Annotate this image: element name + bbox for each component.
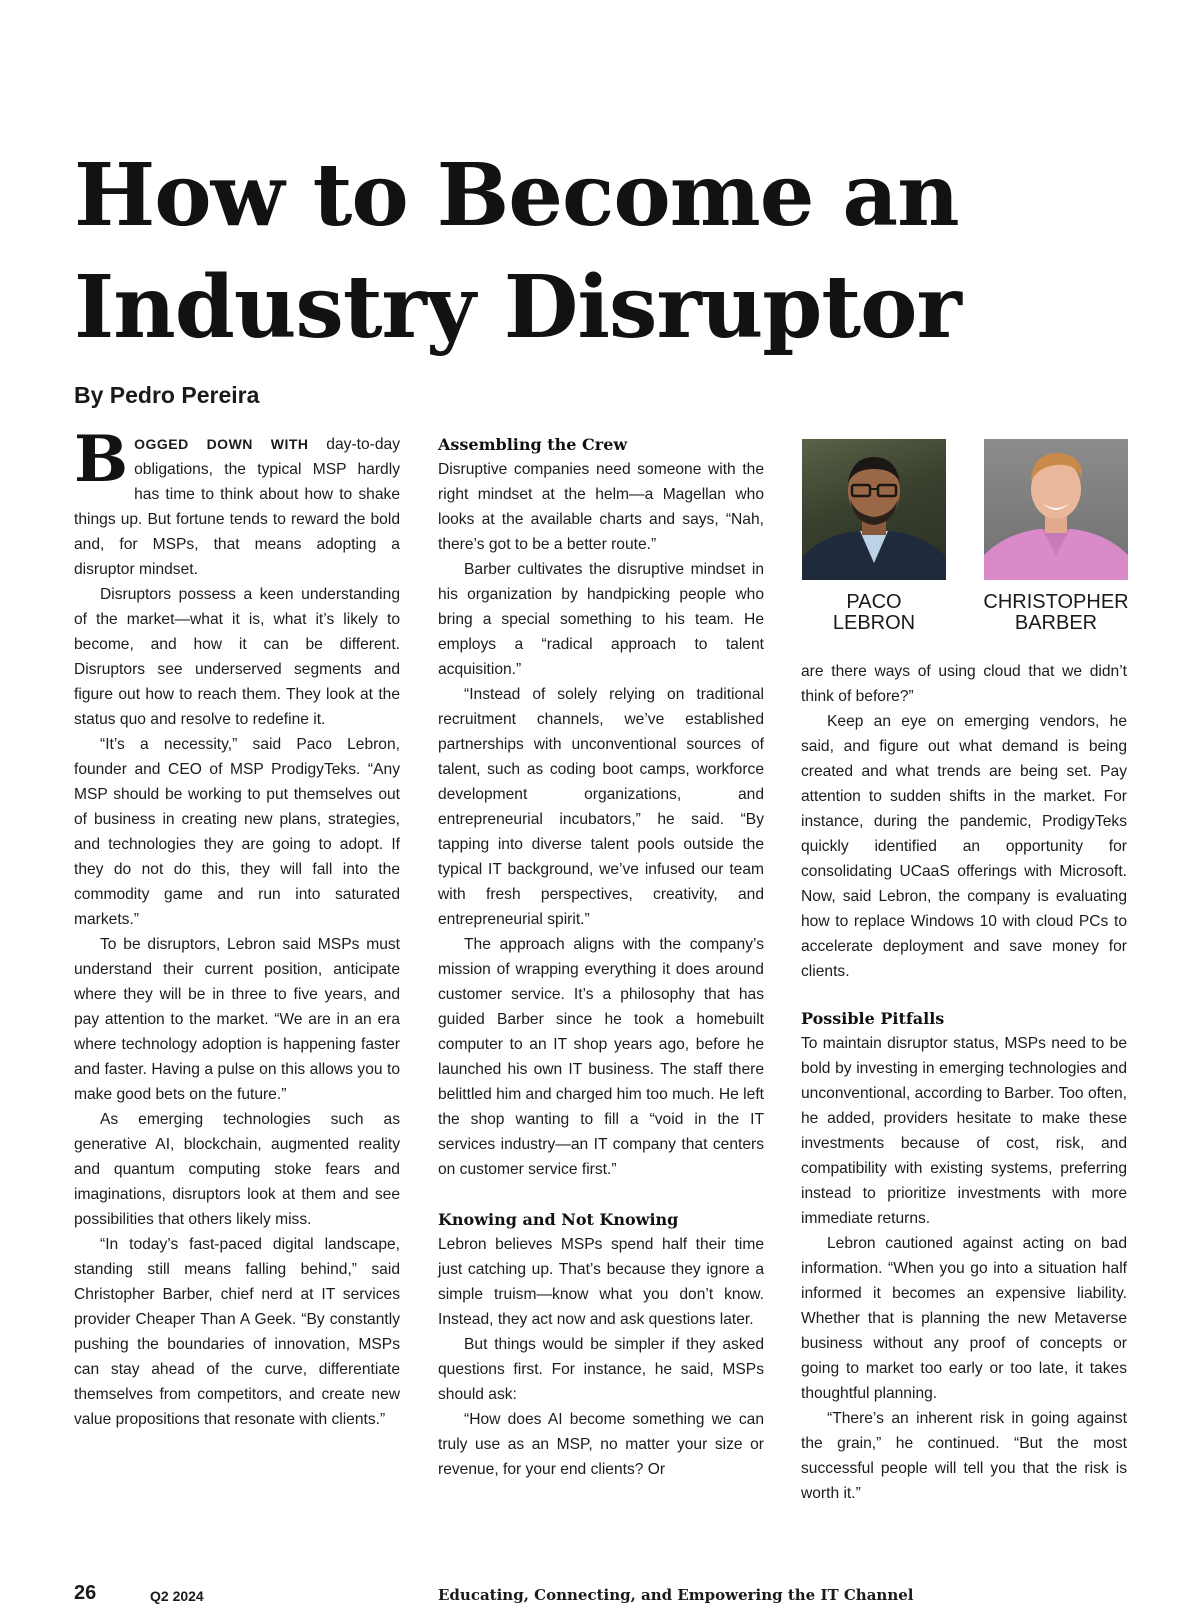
paragraph: To be disruptors, Lebron said MSPs must understand their current position, anticipate where they will be in three to five years, and pay attention to the market. “We are in an era where technology adoption is happening faster and faster. Having a pulse on this allows you to make good bets on the future.” xyxy=(74,936,400,1103)
column-2 xyxy=(438,432,764,1482)
intro-paragraph xyxy=(74,422,400,582)
paragraph: Barber cultivates the disruptive mindset in his organization by handpicking people who bring a special something to his team. He employs a “radical approach to talent acquisition.” xyxy=(438,561,764,678)
intro-text: day-to-day obligations, the typical MSP hardly has time to think about how to shake things up. But fortune tends to reward the bold and, for MSPs, that means adopting a disruptor mindset. xyxy=(74,436,400,578)
paragraph: “It’s a necessity,” said Paco Lebron, founder and CEO of MSP ProdigyTeks. “Any MSP should be working to put themselves out of business in creating new plans, strategies, and technologies they are going to adopt. If they do not do this, they will fall into the commodity game and run into saturated markets.” xyxy=(74,736,400,928)
title-line-2: Industry Disruptor xyxy=(74,257,961,358)
paragraph: The approach aligns with the company’s mission of wrapping everything it does around customer service. It’s a philosophy that has guided Barber since he took a homebuilt computer to an IT shop years ago, before he launched his own IT business. The staff there belittled him and charged him too much. He left the shop wanting to fill a “void in the IT services industry—an IT company that centers on customer service first.” xyxy=(438,936,764,1178)
title-line-1: How to Become an xyxy=(74,145,959,246)
paragraph: Disruptive companies need someone with the right mindset at the helm—a Magellan who looks at the available charts and says, “Nah, there’s got to be a better route.” xyxy=(438,461,764,553)
caption-christopher-barber xyxy=(976,592,1136,634)
paragraph: Disruptors possess a keen understanding of the market—what it is, what it’s likely to become, and how it can be different. Disruptors see underserved segments and figure out how to reach them. They look at the status quo and resolve to redefine it. xyxy=(74,586,400,728)
lead-in: OGGED DOWN WITH xyxy=(134,436,309,452)
issue-label: Q2 2024 xyxy=(150,1588,204,1604)
caption-line: LEBRON xyxy=(832,612,916,634)
paragraph: are there ways of using cloud that we didn’t think of before?” xyxy=(801,663,1127,705)
paragraph: To maintain disruptor status, MSPs need to be bold by investing in emerging technologies and unconventional, according to Barber. Too often, he added, providers hesitate to make these investments because of cost, risk, and compatibility with existing systems, preferring instead to prioritize investments with more immediate returns. xyxy=(801,1035,1127,1227)
drop-cap: B xyxy=(74,422,129,497)
photo-paco-lebron xyxy=(802,439,946,580)
byline: By Pedro Pereira xyxy=(74,382,260,408)
subhead-possible-pitfalls: Possible Pitfalls xyxy=(801,1009,945,1028)
paragraph: “How does AI become something we can truly use as an MSP, no matter your size or revenue, for your end clients? Or xyxy=(438,1411,764,1478)
paragraph: But things would be simpler if they asked questions first. For instance, he said, MSPs should ask: xyxy=(438,1336,764,1403)
caption-line: CHRISTOPHER xyxy=(983,591,1129,613)
subhead-assembling-the-crew: Assembling the Crew xyxy=(438,435,628,454)
paragraph: As emerging technologies such as generative AI, blockchain, augmented reality and quantum computing stoke fears and imaginations, disruptors look at them and see possibilities that others likely miss. xyxy=(74,1111,400,1228)
column-3-bottom xyxy=(801,1006,1127,1506)
paragraph: “There’s an inherent risk in going against the grain,” he continued. “But the most successful people will tell you that the risk is worth it.” xyxy=(801,1410,1127,1502)
subhead-knowing-and-not-knowing: Knowing and Not Knowing xyxy=(438,1210,679,1229)
paragraph: Lebron believes MSPs spend half their time just catching up. That’s because they ignore a simple truism—know what you don’t know. Instead, they act now and ask questions later. xyxy=(438,1236,764,1328)
paragraph: Lebron cautioned against acting on bad information. “When you go into a situation half informed it becomes an expensive liability. Whether that is planning the new Metaverse business without any proof of concepts or going to market too early or too late, it takes thoughtful planning. xyxy=(801,1235,1127,1402)
caption-paco-lebron xyxy=(794,592,954,634)
paragraph: Keep an eye on emerging vendors, he said, and figure out what demand is being created and what trends are being set. Pay attention to sudden shifts in the market. For instance, during the pandemic, ProdigyTeks quickly identified an opportunity for consolidating UCaaS offerings with Microsoft. Now, said Lebron, the company is evaluating how to replace Windows 10 with cloud PCs to accelerate deployment and save money for clients. xyxy=(801,713,1127,980)
page-number: 26 xyxy=(74,1582,97,1604)
article-title xyxy=(74,140,1074,364)
paragraph: “Instead of solely relying on traditional recruitment channels, we’ve established partnerships with unconventional sources of talent, such as coding boot camps, workforce development organizations, and entrepreneurial incubators,” he said. “By tapping into diverse talent pools outside the typical IT background, we’ve infused our team with fresh perspectives, creativity, and entrepreneurial spirit.” xyxy=(438,686,764,928)
paragraph: “In today’s fast-paced digital landscape, standing still means falling behind,” said Christopher Barber, chief nerd at IT services provider Cheaper Than A Geek. “By constantly pushing the boundaries of innovation, MSPs can stay ahead of the curve, differentiate themselves from competitors, and create new value propositions that resonate with clients.” xyxy=(74,1236,400,1428)
photo-christopher-barber xyxy=(984,439,1128,580)
column-3-top xyxy=(801,659,1127,984)
column-1 xyxy=(74,422,400,1432)
footer-tagline: Educating, Connecting, and Empowering the IT Channel xyxy=(438,1586,914,1604)
caption-line: PACO xyxy=(846,591,902,613)
caption-line: BARBER xyxy=(1014,612,1098,634)
